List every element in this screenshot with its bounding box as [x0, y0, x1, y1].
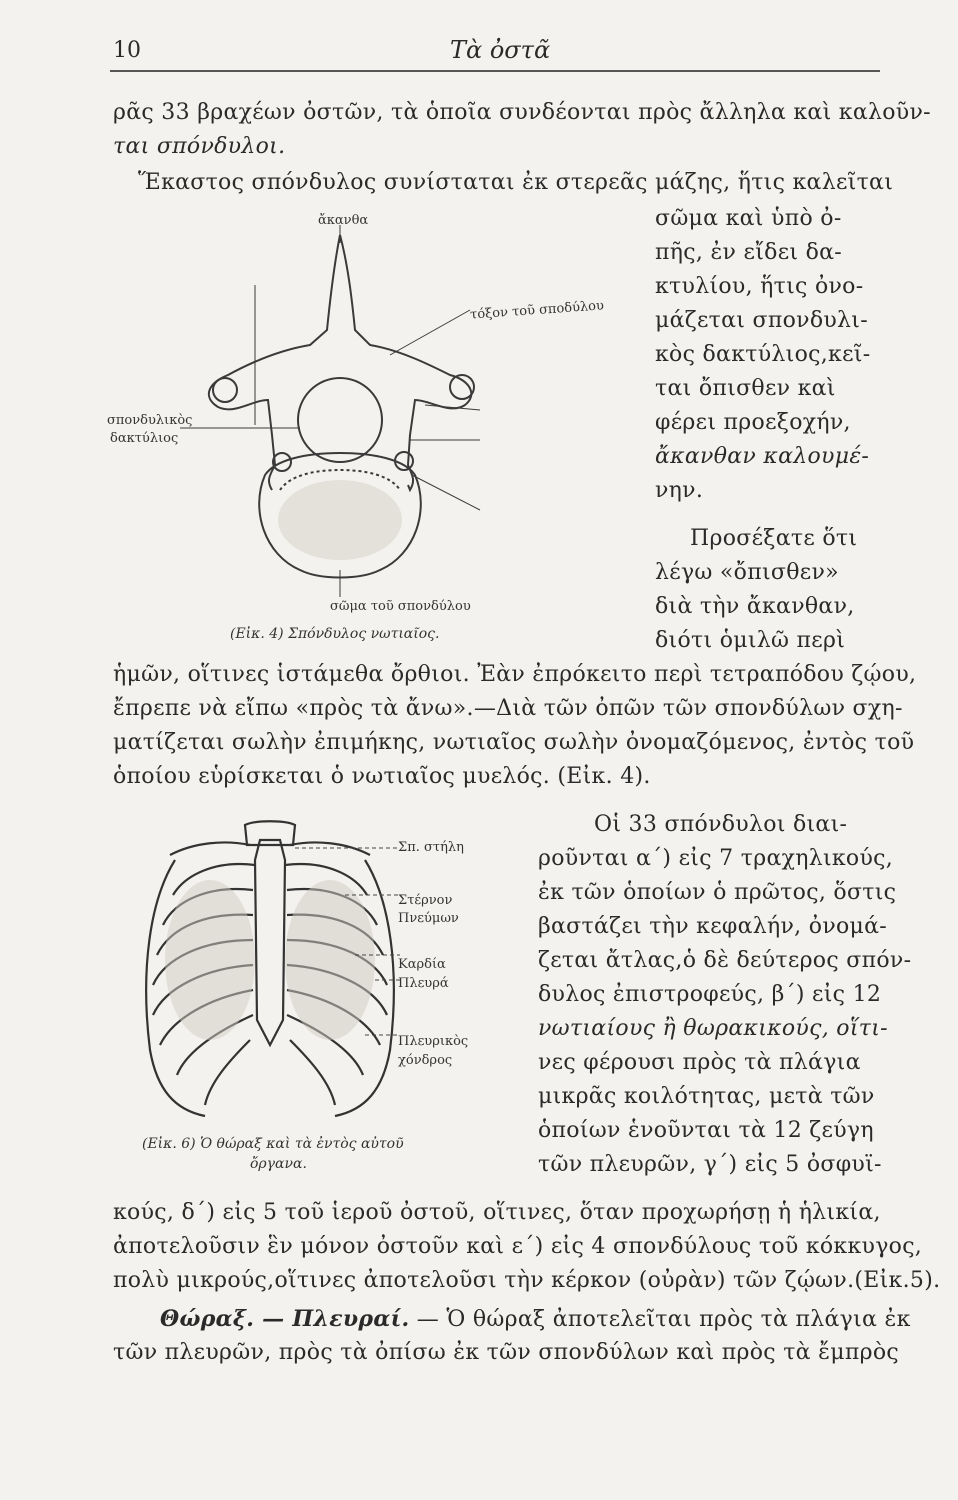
label-ring-2: δακτύλιος [110, 431, 179, 446]
full-width-text [113, 658, 916, 794]
text-line: δυλος ἐπιστροφεύς, β΄) εἰς 12 [538, 982, 882, 1007]
text-line: Προσέξατε ὅτι [690, 526, 858, 551]
text-line: ἡμῶν, οἵτινες ἱστάμεθα ὄρθιοι. Ἐὰν ἐπρόκειτο περὶ τετραπόδου ζῴου, [113, 662, 917, 687]
text-line: ὁποίων ἑνοῦνται τὰ 12 ζεύγη [538, 1118, 874, 1143]
full-width-text-2 [113, 1196, 940, 1298]
text-line: Ἕκαστος σπόνδυλος συνίσταται ἐκ στερεᾶς μάζης, ἥτις καλεῖται [138, 170, 894, 195]
text-line: ρᾶς 33 βραχέων ὀστῶν, τὰ ὁποῖα συνδέονται πρὸς ἄλληλα καὶ καλοῦν- [113, 100, 931, 125]
label-rib: Πλευρά [398, 976, 449, 991]
text-line: ται ὄπισθεν καὶ [655, 376, 836, 401]
label-sternum: Στέρνον [398, 893, 453, 908]
right-column-text-2 [538, 808, 911, 1182]
text-line: διότι ὁμιλῶ περὶ [655, 628, 846, 653]
text-line: πῆς, ἐν εἴδει δα- [655, 240, 843, 265]
text-line: Οἱ 33 σπόνδυλοι διαι- [594, 812, 848, 837]
text-line: μικρᾶς κοιλότητας, μετὰ τῶν [538, 1084, 875, 1109]
label-costal-cartilage-1: Πλευρικὸς [398, 1034, 469, 1049]
text-line: νωτιαίους ἢ θωρακικούς, οἵτι- [538, 1016, 888, 1041]
page-number: 10 [113, 38, 141, 63]
text-line: ζεται ἄτλας,ὁ δὲ δεύτερος σπόν- [538, 948, 912, 973]
text-line: νην. [655, 478, 704, 503]
text-line: φέρει προεξοχήν, [655, 410, 851, 435]
label-ring-1: σπονδυλικὸς [107, 413, 193, 428]
label-body: σῶμα τοῦ σπονδύλου [330, 599, 471, 614]
label-heart: Καρδία [398, 957, 446, 972]
text-line: ροῦνται α΄) εἰς 7 τραχηλικούς, [538, 846, 894, 871]
text-line: τῶν πλευρῶν, πρὸς τὰ ὀπίσω ἐκ τῶν σπονδύλων καὶ πρὸς τὰ ἔμπρὸς [113, 1340, 899, 1365]
text-line: βαστάζει τὴν κεφαλήν, ὀνομά- [538, 914, 888, 939]
figure-6-caption: (Εἰκ. 6) Ὁ θώραξ καὶ τὰ ἐντὸς αὐτοῦ [142, 1136, 404, 1152]
text-line: τῶν πλευρῶν, γ΄) εἰς 5 ὀσφυϊ- [538, 1152, 882, 1177]
running-title: Τὰ ὀστᾶ [450, 36, 551, 64]
text-line: κτυλίου, ἥτις ὀνο- [655, 274, 864, 299]
text-line: ματίζεται σωλὴν ἐπιμήκης, νωτιαῖος σωλὴν ὀνομαζόμενος, ἐντὸς τοῦ [113, 730, 915, 755]
text-line: κὸς δακτύλιος,κεῖ- [655, 342, 871, 367]
label-arch: τόξον τοῦ σποδύλου [469, 298, 605, 323]
label-lung: Πνεύμων [398, 911, 459, 926]
figure-6-caption-2: ὄργανα. [250, 1156, 307, 1172]
text-line: ἔπρεπε νὰ εἴπω «πρὸς τὰ ἄνω».—Διὰ τῶν ὀπῶν τῶν σπονδύλων σχη- [113, 696, 903, 721]
text-line: μάζεται σπονδυλι- [655, 308, 868, 333]
section-heading-line [160, 1302, 911, 1337]
vertebra-illustration [180, 225, 500, 605]
text-line: πολὺ μικρούς,οἵτινες ἀποτελοῦσι τὴν κέρκον (οὐρὰν) τῶν ζῴων.(Εἰκ.5). [113, 1268, 941, 1293]
text-line: — Ὁ θώραξ ἀποτελεῖται πρὸς τὰ πλάγια ἐκ [409, 1307, 911, 1332]
label-spine: ἄκανθα [318, 213, 369, 228]
right-column-text [655, 202, 870, 508]
label-spinal-column: Σπ. στήλη [398, 840, 464, 855]
text-line: ἐκ τῶν ὁποίων ὁ πρῶτος, ὅστις [538, 880, 897, 905]
section-heading: Θώραξ. — Πλευραί. [160, 1306, 410, 1332]
text-line: κούς, δ΄) εἰς 5 τοῦ ἱεροῦ ὀστοῦ, οἵτινες, ὅταν προχωρήσῃ ἡ ἡλικία, [113, 1200, 881, 1225]
text-line: σῶμα καὶ ὑπὸ ὀ- [655, 206, 842, 231]
text-line: νες φέρουσι πρὸς τὰ πλάγια [538, 1050, 861, 1075]
thorax-illustration [135, 820, 405, 1120]
text-line: ται σπόνδυλοι. [113, 134, 286, 159]
label-costal-cartilage-2: χόνδρος [398, 1053, 453, 1068]
figure-4-caption: (Εἰκ. 4) Σπόνδυλος νωτιαῖος. [230, 626, 440, 642]
text-line: διὰ τὴν ἄκανθαν, [655, 594, 855, 619]
text-line: λέγω «ὄπισθεν» [655, 560, 839, 585]
text-line: ἀποτελοῦσιν ἓν μόνον ὀστοῦν καὶ ε΄) εἰς 4 σπονδύλους τοῦ κόκκυγος, [113, 1234, 923, 1259]
header-rule [110, 70, 880, 72]
text-line: ὁποίου εὑρίσκεται ὁ νωτιαῖος μυελός. (Εἰκ. 4). [113, 764, 651, 789]
text-line: ἄκανθαν καλουμέ- [655, 444, 870, 469]
